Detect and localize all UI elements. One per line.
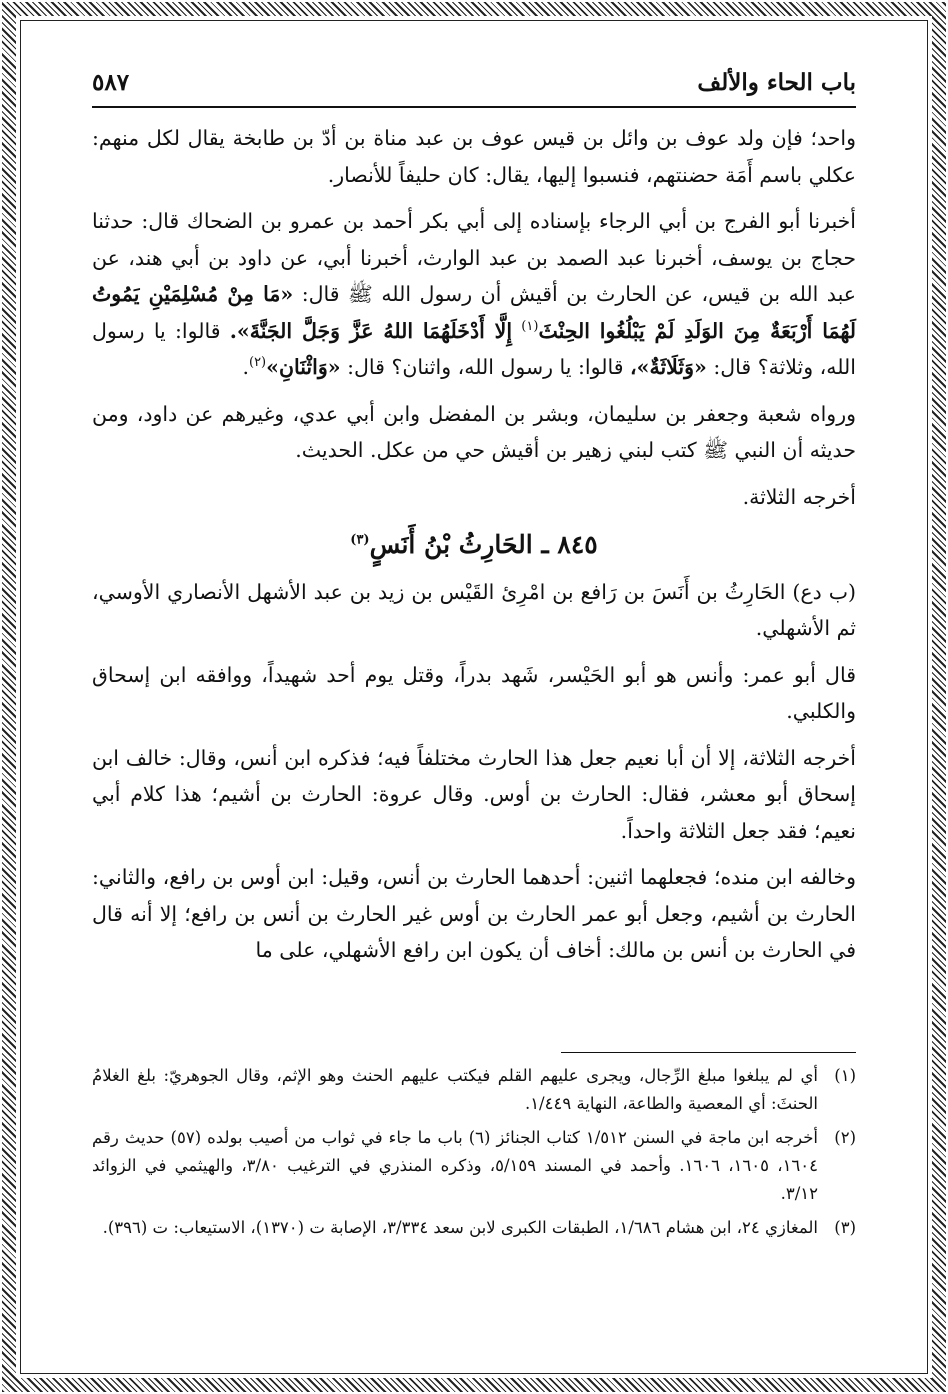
hadith-text: «وَاثْنَانِ» [266,355,341,379]
main-text [92,120,856,979]
footnote-text: أي لم يبلغوا مبلغ الرِّجال، ويجرى عليهم القلم فيكتب عليهم الحنث وهو الإثم، وقال الجوهريّ: بلغ الغلامُ الحنثَ: أي المعصية والطاعة، النهاية ١/٤٤٩. [92,1066,818,1113]
footnote-text: المغازي ٢٤، ابن هشام ١/٦٨٦، الطبقات الكبرى لابن سعد ٣/٣٣٤، الإصابة ت (١٣٧٠)، الاستيعاب: ت (٣٩٦). [102,1218,818,1237]
footnote-divider [561,1052,856,1053]
paragraph: (ب دع) الحَارِثُ بن أَنَسَ بن رَافع بن امْرِئ القَيْس بن زيد بن عبد الأشهل الأنصاري الأوسي، ثم الأشهلي. [92,579,856,640]
page-number: ٥٨٧ [92,68,130,96]
footnote-text: أخرجه ابن ماجة في السنن ١/٥١٢ كتاب الجنائز (٦) باب ما جاء في ثواب من أصيب بولده (٥٧) حديث رقم ١٦٠٤، ١٦٠٥، ١٦٠٦. وأحمد في المسند ٥/١٥٩، وذكره المنذري في الترغيب ٣/٨٠، والهيثمي في الزوائد ٣/١٢. [92,1128,819,1203]
footnote [92,1062,856,1118]
hadith-text: «مَا مِنْ مُسْلِمَيْنِ يَمُوتُ لَهُمَا أَرْبَعَةٌ مِنَ الوَلَدِ لَمْ يَبْلُغُوا الحِنْثَ [92,282,857,343]
paragraph: أخرجه الثلاثة، إلا أن أبا نعيم جعل هذا الحارث مختلفاً فيه؛ فذكره ابن أنس، وقال: خالف ابن إسحاق أبو معشر، فقال: الحارث بن أوس. وقال عروة: الحارث بن أشيم؛ هذا كلام أبي نعيم؛ فقد جعل الثلاثة واحداً. [92,745,856,843]
paragraph: قال أبو عمر: وأنس هو أبو الحَيْسر، شَهد بدراً، وقتل يوم أحد شهيداً، ووافقه ابن إسحاق والكلبي. [92,662,856,723]
footnote-number: (٣) [834,1218,856,1237]
footnote-marker: (٢) [248,355,267,371]
footnote-marker: (١) [521,318,539,334]
hadith-text: «وَثَلَاثَةٌ»، [630,355,707,379]
footnote-number: (٢) [834,1128,856,1147]
paragraph-hadith-isnad: أخبرنا أبو الفرج بن أبي الرجاء بإسناده إلى أبي بكر أحمد بن عمرو بن الضحاك قال: حدثنا حجاج بن يوسف، أخبرنا عبد الصمد بن عبد الوارث، أخبرنا أبي، عن داود بن أبي هند، عن عبد الله بن قيس، عن الحارث بن أقيش أن رسول الله ﷺ قال: «مَا مِنْ مُسْلِمَيْنِ يَمُوتُ لَهُمَا أَرْبَعَةٌ مِنَ الوَلَدِ لَمْ يَبْلُغُوا الحِنْثَ$^{(١)}$ إِلَّا أَدْخَلَهُمَا اللهُ عَزَّ وَجَلَّ الجَنَّةَ». قالوا: يا رسول الله، وثلاثة؟ قال: «وَثَلَاثَةٌ»، قالوا: يا رسول الله، واثنان؟ قال: «وَاثْنَانِ»$^{(٢)}$. [92,209,857,379]
footnote-marker: (٣) [350,532,370,548]
entry-heading: ٨٤٥ ـ الحَارِثُ بْنُ أَنَسٍ$^{(٣)}$ [350,530,598,559]
footnotes [92,1062,856,1248]
chapter-title: باب الحاء والألف [697,68,856,96]
header-divider [92,106,856,108]
footnote [92,1214,856,1242]
paragraph: وخالفه ابن منده؛ فجعلهما اثنين: أحدهما الحارث بن أنس، وقيل: ابن أوس بن رافع، والثاني: الحارث بن أشيم، وجعل أبو عمر الحارث بن أوس غير الحارث بن أنس بن رافع؛ إلا أنه قال في الحارث بن أنس بن مالك: أخاف أن يكون ابن رافع الأشهلي، على ما [92,865,856,962]
paragraph: أخرجه الثلاثة. [742,484,856,509]
page-header [92,62,856,102]
hadith-text: إِلَّا أَدْخَلَهُمَا اللهُ عَزَّ وَجَلَّ الجَنَّةَ». [229,318,513,343]
paragraph: واحد؛ فإن ولد عوف بن وائل بن قيس عوف بن عبد مناة بن أدّ بن طابخة يقال لكل منهم: عكلي باسم أَمَة حضنتهم، فنسبوا إليها، يقال: كان حليفاً للأنصار. [92,126,856,187]
footnote [92,1124,856,1208]
paragraph: ورواه شعبة وجعفر بن سليمان، وبشر بن المفضل وابن أبي عدي، وغيرهم عن داود، ومن حديثه أن النبي ﷺ كتب لبني زهير بن أقيش حي من عكل. الحديث. [92,401,856,462]
footnote-number: (١) [834,1066,856,1085]
